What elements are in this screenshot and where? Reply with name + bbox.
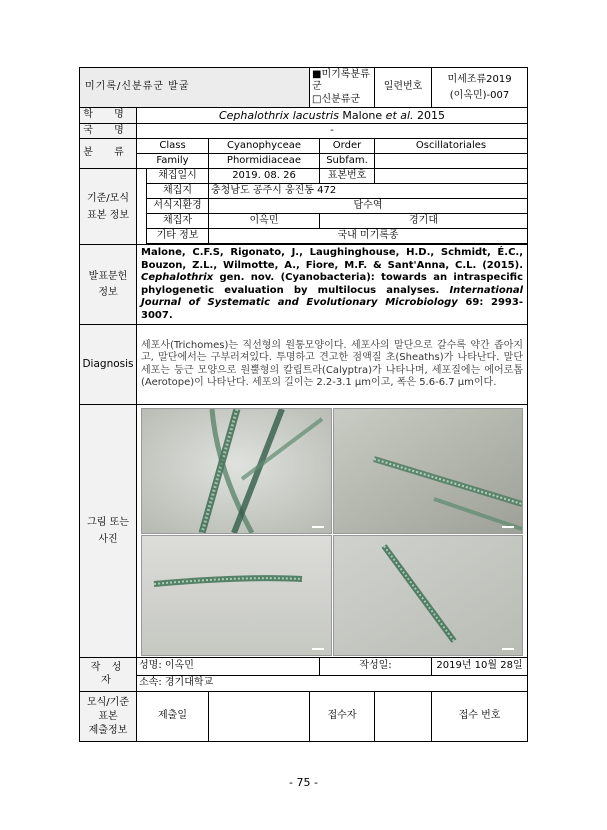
family-value: Phormidiaceae [209, 154, 320, 169]
collection-date-label: 채집일시 [147, 169, 209, 184]
reference-genus: Cephalothrix [141, 272, 214, 283]
reference-journal: International Journal of Systematic and Evolutionary Microbiology [141, 284, 524, 308]
reference-label-line-2: 정보 [98, 286, 118, 298]
serial-label: 일련번호 [375, 68, 432, 108]
micrograph-panel [137, 405, 528, 658]
specimen-label-line-1: 기준/모식 [86, 192, 129, 204]
collection-site-value: 충청남도 공주시 웅진동 472 [209, 184, 528, 199]
scientific-name-label: 학 명 [80, 108, 137, 124]
filament-image-1 [142, 409, 331, 533]
habitat-value: 담수역 [209, 199, 528, 214]
reference-title: gen. nov. (Cyanobacteria): towards an intraspecific phylogenetic evaluation by multilocus analyses. [141, 272, 524, 296]
collector-value: 이옥민 [209, 214, 320, 229]
option-unrecorded: ■미기록분류군 [312, 68, 370, 93]
habitat-label: 서식지환경 [147, 199, 209, 214]
reference-label-line-1: 발표문헌 [88, 270, 128, 282]
specimen-record-form [79, 67, 528, 742]
specimen-info-label [80, 169, 137, 245]
subfamily-label: Subfam. [320, 154, 375, 169]
family-label: Family [137, 154, 209, 169]
class-label: Class [137, 139, 209, 154]
collection-date-value: 2019. 08. 26 [209, 169, 320, 184]
korean-name-label: 국 명 [80, 124, 137, 139]
order-label: Order [320, 139, 375, 154]
micrograph-3 [141, 535, 332, 656]
photos-label-line-1: 그림 또는 [87, 517, 129, 528]
diagnosis-text: 세포사(Trichomes)는 직선형의 원통모양이다. 세포사의 말단으로 갈수록 약간 좁아지고, 말단에서는 구부러져있다. 투명하고 견고한 점액질 초(Sheaths)가 나타난다. 말단세포는 둥근 모양으로 원뿔형의 칼립트라(Calyptra)가 나타나며, 세포질에는 에어로톱(Aerotope)이 나타난다. 세포의 길이는 2.2-3.1 μm이고, 폭은 5.6-6.7 μm이다. [137, 325, 528, 405]
other-info-label: 기타 정보 [147, 229, 209, 244]
classification-label: 분 류 [80, 139, 137, 169]
submission-label-line-2: 표본 [98, 710, 118, 722]
photos-label-line-2: 사진 [98, 534, 118, 545]
author-name: 성명: 이옥민 [137, 658, 320, 676]
scientific-name [137, 108, 528, 124]
receiver-value [375, 692, 432, 742]
filament-image-2 [334, 409, 522, 533]
korean-name-value: - [137, 124, 528, 139]
form-title: 미기록/신분류군 발굴 [80, 68, 310, 108]
class-value: Cyanophyceae [209, 139, 320, 154]
receipt-number-label: 접수 번호 [432, 692, 528, 742]
written-date-label: 작성일: [320, 658, 432, 676]
diagnosis-label: Diagnosis [80, 325, 137, 405]
reference-label [80, 245, 137, 325]
receiver-label: 접수자 [310, 692, 375, 742]
institution-value: 경기대 [320, 214, 528, 229]
collection-site-label: 채집지 [147, 184, 209, 199]
filament-image-4 [334, 536, 522, 655]
photos-label [80, 405, 137, 658]
micrograph-2 [333, 408, 523, 534]
specimen-number-value [375, 169, 528, 184]
serial-number [432, 68, 528, 108]
other-info-value: 국내 미기록종 [209, 229, 528, 244]
species-author: Malone [338, 108, 386, 122]
species-name: Cephalothrix lacustris [218, 108, 339, 122]
species-year: 2015 [413, 108, 446, 122]
author-label: 작 성 자 [80, 658, 137, 692]
written-date-value: 2019년 10월 28일 [432, 658, 528, 676]
specimen-label-line-2: 표본 정보 [87, 209, 129, 221]
micrograph-1 [141, 408, 332, 534]
submission-label-line-1: 모식/기준 [86, 696, 129, 708]
subfamily-value [375, 154, 528, 169]
serial-line-1: 미세조류2019 [447, 73, 512, 85]
order-value: Oscillatoriales [375, 139, 528, 154]
micrograph-4 [333, 535, 523, 656]
filament-image-3 [142, 536, 331, 655]
reference-volume: 69: 2993-3007. [141, 297, 523, 321]
submission-label [80, 692, 137, 742]
submit-date-value [209, 692, 310, 742]
option-new-taxon: □신분류군 [312, 93, 361, 105]
author-affiliation: 소속: 경기대학교 [137, 676, 528, 692]
category-options [310, 68, 375, 108]
species-et-al: et al. [385, 108, 414, 122]
collector-label: 채집자 [147, 214, 209, 229]
submit-date-label: 제출일 [137, 692, 209, 742]
reference-authors: Malone, C.F.S, Rigonato, J., Laughinghouse, H.D., Schmidt, É.C., Bouzon, Z.L., Wilmotte, A., Fiore, M.F. & Sant'Anna, C.L. (2015). [141, 247, 524, 271]
reference-citation [137, 245, 528, 325]
submission-label-line-3: 제출정보 [88, 724, 128, 736]
specimen-number-label: 표본번호 [320, 169, 375, 184]
page-number: - 75 - [289, 776, 318, 789]
serial-line-2: (이옥민)-007 [449, 89, 510, 101]
